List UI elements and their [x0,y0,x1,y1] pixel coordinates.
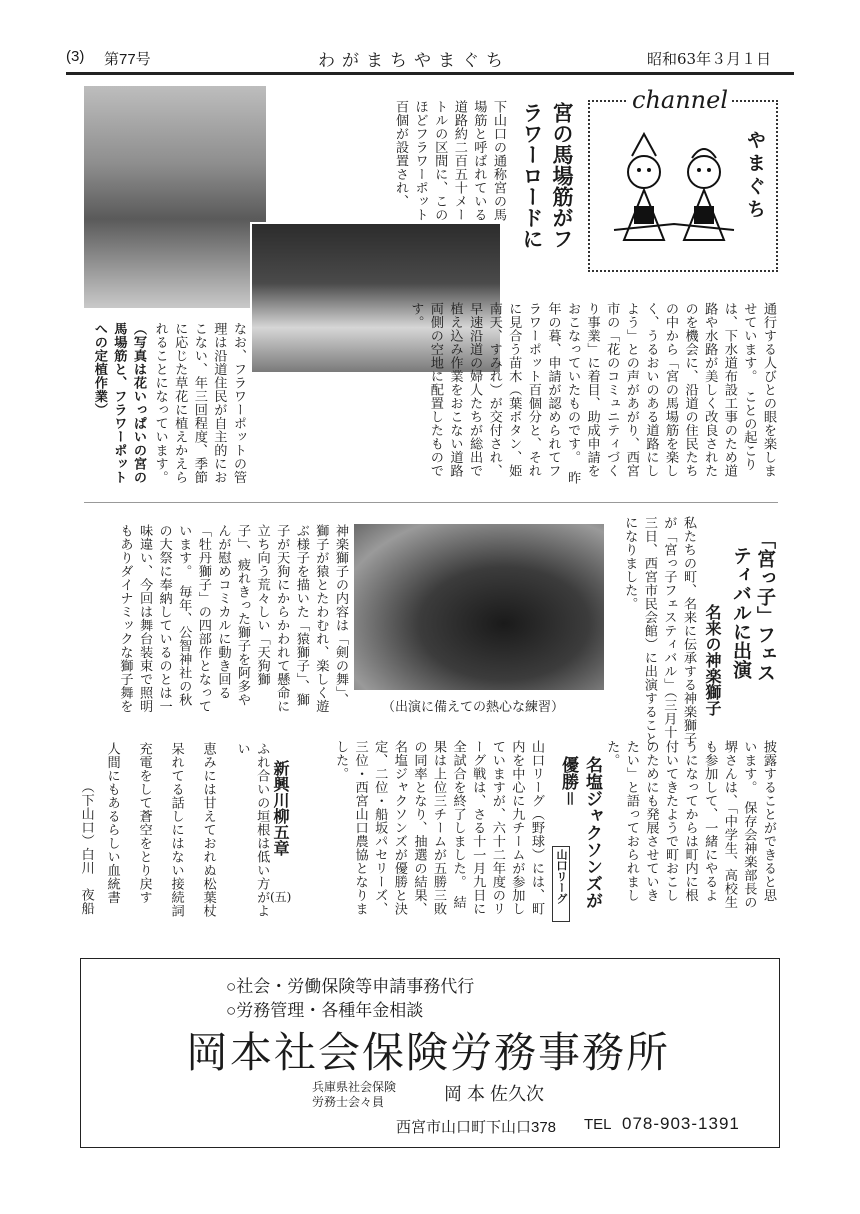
senryu-author: （下山口）白川 夜船 [78,780,94,915]
section-divider [84,502,778,503]
article3-title: 名塩ジャクソンズが優勝＝ [559,756,602,909]
channel-label: channel [628,86,732,114]
article2-title-line2: ティバルに出演 [730,546,751,679]
ad-address: 西宮市山口町下山口378 [396,1119,557,1136]
article2-caption: （出演に備えての熱心な練習） [382,700,565,715]
senryu-title: 新興川柳五章 [271,760,288,856]
senryu-line-5: 人間にもあるらしい血統書 [104,742,120,904]
channel-vertical-text: やまぐち [744,130,766,222]
ad-person-name: 岡 本 佐久次 [444,1084,545,1104]
ad-tel-number: 078-903-1391 [622,1114,740,1133]
article1-body: 通行する人びとの眼を楽しませています。 ことの起こりは、下水道布設工事のため道路や水路が美しく改良されたのを機会に、沿道の住民たちの中から「宮の馬場筋を楽しく、うるおいのある道路にしよう」との声があがり、西宮市の「花のコミュニティづくり事業」に着目、助成申請をおこなっていたものです。 昨年の暮、申請が認められてフラワーポット百個分と、それに見合う苗木（葉ボタン、姫南天、すみれ）が交付され、早速沿道の婦人たちが総出で植え込み作業をおこない道路両側の空地に配置したものです。 [408,302,776,485]
hina-doll-icon [604,120,744,260]
header-rule [66,72,794,75]
article1-title-line2: ラワーロードに [520,102,543,249]
article3-body: 山口リーグ（野球）には、町内を中心に九チームが参加していますが、六十二年度のリーグ戦は、さる十一月九日に全試合を終了しました。 結果は上位三チームが五勝三敗の同率となり、抽選の結果、名塩ジャクソンズが優勝と決定、二位・船坂パセリーズ、三位・西宮山口農協となりました。 [333,740,544,916]
ad-tel-label: TEL [584,1116,612,1133]
senryu-line-3: 呆れてる話しにはない接続詞 [168,742,184,918]
issue-date: 昭和63年３月１日 [647,50,772,68]
masthead-title: わがまちやまぐち [318,51,510,71]
ad-office-name: 岡本社会保険労務事務所 [186,1029,671,1076]
issue-number: 第77号 [104,51,151,68]
article2-body-end: 披露することができると思います。 保存会神楽部長の堺さんは、「中学生、高校生も参加して、一緒にやるようになってからは町内に根付いてきたようで町おこしのためにも発展させていきたい」と語っておられました。 [604,740,776,909]
photo-kagura-practice [354,524,604,690]
article3-tag: 山口リーグ [552,846,570,922]
article1-body-cont: なお、フラワーポットの管理は沿道住民が自主的におこない、年三回程度、季節に応じた草花に植えかえられることになっています。 [152,322,246,484]
senryu-line-4: 充電をして蒼空をとり戻す [136,742,152,904]
ad-service-1: ○社会・労働保険等申請事務代行 [226,977,475,996]
ad-association-1: 兵庫県社会保険 [312,1080,397,1094]
article1-intro: 下山口の通称宮の馬場筋と呼ばれている道路約二百五十メートルの区間に、このほどフラワーポット百個が設置され、 [393,100,506,222]
senryu-line-1: ふれ合いの垣根は低い方がよい [234,742,270,918]
article2-title-line1: 「宮っ子」フェス [754,530,775,682]
senryu-number: (五) [270,890,292,904]
article2-body-cont: 神楽獅子の内容は「剣の舞」、獅子が猿とたわむれ、楽しく遊ぶ様子を描いた「猿獅子」、獅子が天狗にからかわれて懸命に立ち向う荒々しい「天狗獅子」、疲れきった獅子を阿多やんが慰めコミカルに動き回る「牡丹獅子」の四部作となっています。 毎年、公智神社の秋の大祭に奉納しているのとは一味違い、今回は舞台装束で照明もありダイナミックな獅子舞を [117,524,348,713]
article2-body: 私たちの町、名来に伝承する神楽獅子が「宮っ子フェスティバル」（三月十三日、西宮市民会館）に出演することになりました。 [622,516,696,746]
senryu-line-2: 恵みには甘えておれぬ松葉杖 [200,742,216,918]
article1-title-line1: 宮の馬場筋がフ [550,102,573,249]
article2-subtitle: 名来の神楽獅子 [703,604,720,716]
ad-association-2: 労務士会々員 [312,1095,385,1109]
page-number: (3) [66,48,85,65]
ad-service-2: ○労務管理・各種年金相談 [226,1001,424,1020]
photo-flower-road [84,86,266,308]
article1-caption: （写真は花いっぱいの宮の馬場筋と、フラワーポットへの定植作業） [91,322,146,484]
